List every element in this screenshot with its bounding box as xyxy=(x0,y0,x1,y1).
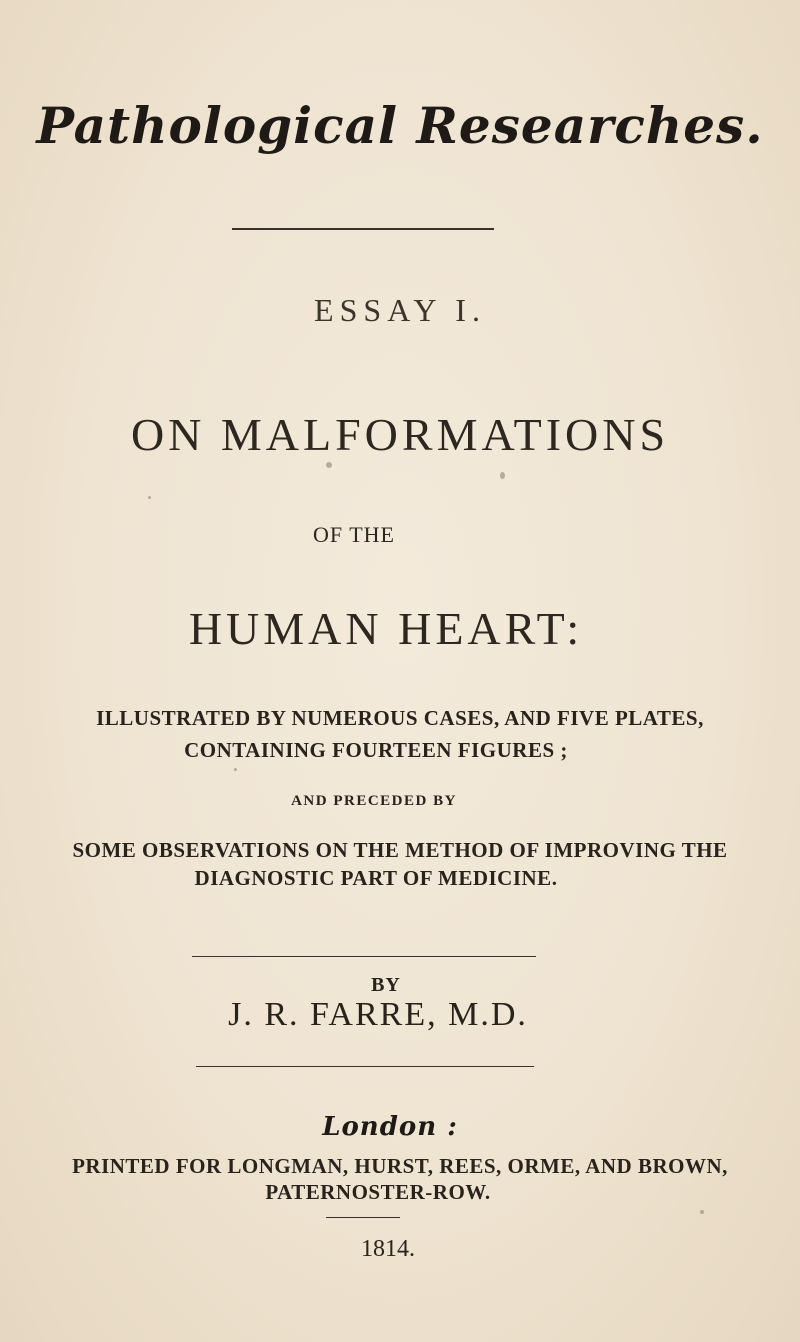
title-rule xyxy=(232,228,494,230)
essay-heading: ESSAY I. xyxy=(314,292,486,328)
observations-line-2: DIAGNOSTIC PART OF MEDICINE. xyxy=(194,866,558,890)
illustrated-line-2: CONTAINING FOURTEEN FIGURES ; xyxy=(184,738,568,762)
printer-line-2: PATERNOSTER-ROW. xyxy=(265,1180,491,1204)
illustrated-line-1: ILLUSTRATED BY NUMEROUS CASES, AND FIVE PLATES, xyxy=(96,706,704,730)
by-label: BY xyxy=(371,974,401,996)
foxing-speck xyxy=(700,1210,704,1214)
foxing-speck xyxy=(500,472,505,479)
subject-line-2: OF THE xyxy=(313,522,395,547)
year-rule xyxy=(326,1217,400,1218)
subject-line-3: HUMAN HEART: xyxy=(188,603,584,654)
author-rule-top xyxy=(192,956,536,957)
book-title: Pathological Researches. xyxy=(36,96,764,155)
preceded-by: AND PRECEDED BY xyxy=(291,793,457,809)
author-rule-bottom xyxy=(196,1066,534,1067)
printer-line-1: PRINTED FOR LONGMAN, HURST, REES, ORME, AND BROWN, xyxy=(72,1154,728,1178)
subject-line-1: ON MALFORMATIONS xyxy=(130,409,670,460)
author-name: J. R. FARRE, M.D. xyxy=(228,996,528,1033)
observations-line-1: SOME OBSERVATIONS ON THE METHOD OF IMPROVING THE xyxy=(72,838,728,862)
foxing-speck xyxy=(326,462,332,468)
foxing-speck xyxy=(148,496,151,499)
imprint-place: London : xyxy=(322,1112,458,1142)
foxing-speck xyxy=(234,768,237,771)
publication-year: 1814. xyxy=(361,1236,415,1262)
